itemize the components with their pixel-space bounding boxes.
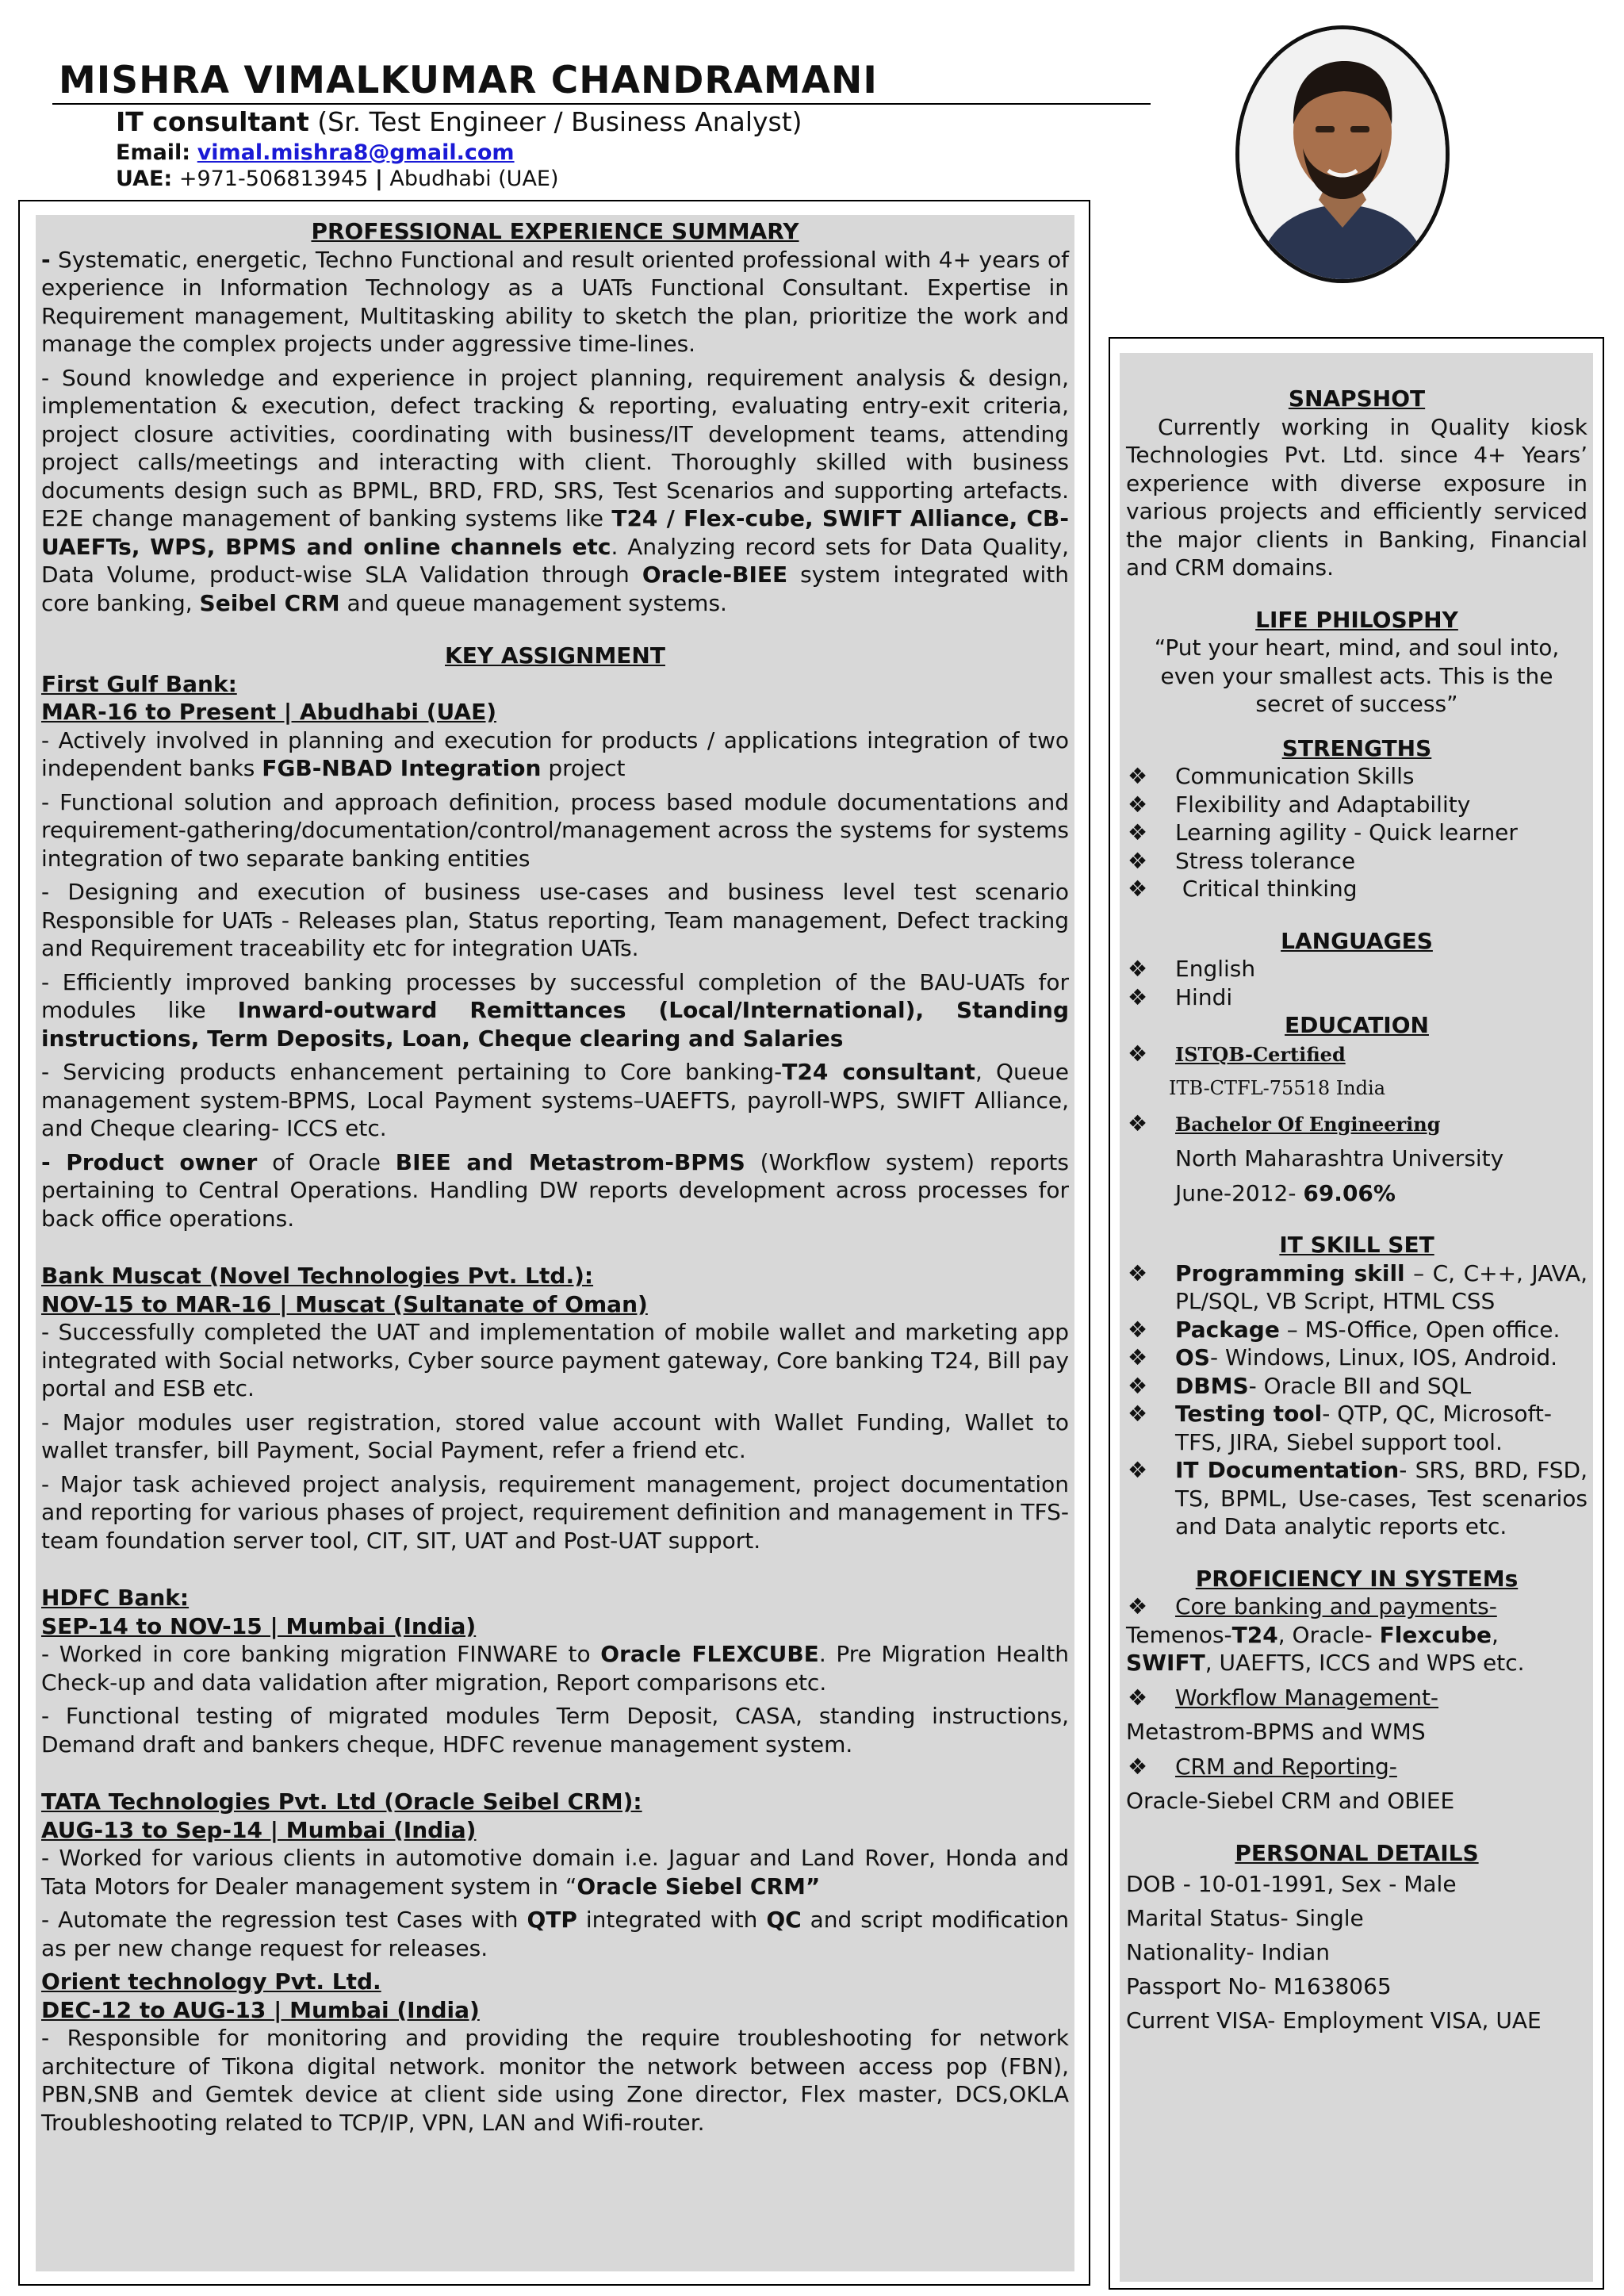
role-primary: IT consultant [116, 106, 309, 137]
fgb-text: project [541, 755, 626, 781]
diamond-bullet-icon: ❖ [1128, 819, 1148, 845]
diamond-bullet-icon: ❖ [1128, 876, 1148, 902]
diamond-bullet-icon: ❖ [1128, 1110, 1148, 1137]
proficiency-text: , Oracle- [1277, 1621, 1380, 1648]
skill-value: - Windows, Linux, IOS, Android. [1209, 1344, 1558, 1370]
diamond-bullet-icon: ❖ [1128, 983, 1148, 1010]
hdfc-highlight: Oracle FLEXCUBE [600, 1641, 819, 1667]
graduation [1126, 1179, 1588, 1208]
muscat-bullet-2: - Major modules user registration, stored value account with Wallet Funding, Wallet to wallet transfer, bill Payment, Social Payment, refer a friend etc. [41, 1409, 1069, 1463]
diamond-bullet-icon: ❖ [1128, 1344, 1148, 1370]
role-secondary: (Sr. Test Engineer / Business Analyst) [308, 106, 802, 137]
fgb-highlight: Inward-outward Remittances (Local/International), Standing instructions, Term Deposits, Loan, Cheque clearing and Salaries [41, 997, 1069, 1052]
list-item [1126, 762, 1588, 791]
skill-label: Testing tool [1175, 1401, 1323, 1427]
strength-label: Learning agility - Quick learner [1175, 819, 1518, 845]
graduation-date: June-2012- [1175, 1179, 1304, 1206]
fgb-bullet-2: - Functional solution and approach definition, process based module documentations and requirement-gathering/documentation/control/management across the systems for systems integration of two separate banking entities [41, 788, 1069, 872]
cert-name: ISTQB-Certified [1175, 1042, 1346, 1066]
list-item [1126, 791, 1588, 819]
language-label: Hindi [1175, 983, 1233, 1010]
fgb-text: - Actively involved in planning and execution for products / applications integration of two independent banks [41, 726, 1069, 781]
tata-text: integrated with [576, 1907, 767, 1933]
skills-heading: IT SKILL SET [1279, 1232, 1434, 1258]
company-fgb: First Gulf Bank: [41, 670, 237, 697]
hdfc-text: . Pre Migration Health Check-up and data validation after migration, Report comparisons etc. [41, 1641, 1069, 1696]
diamond-bullet-icon: ❖ [1128, 1457, 1148, 1483]
summary-systems: T24 / Flex-cube, SWIFT Alliance, CB-UAEFTs, WPS, BPMS and online channels etc [41, 505, 1069, 560]
passport-line: Passport No- M1638065 [1126, 1973, 1392, 1999]
company-orient: Orient technology Pvt. Ltd. [41, 1968, 381, 1995]
strength-label: Critical thinking [1175, 876, 1358, 902]
company-tata: TATA Technologies Pvt. Ltd (Oracle Seibel CRM): [41, 1788, 642, 1815]
candidate-name: MISHRA VIMALKUMAR CHANDRAMANI [59, 59, 878, 102]
location: Abudhabi (UAE) [389, 167, 559, 191]
tata-text: - Worked for various clients in automotive domain i.e. Jaguar and Land Rover, Honda and Tata Motors for Dealer management system in “ [41, 1845, 1069, 1899]
experience-column [41, 217, 1069, 2142]
nationality-line: Nationality- Indian [1126, 1939, 1330, 1965]
list-item [1126, 875, 1588, 903]
diamond-bullet-icon: ❖ [1128, 1684, 1148, 1711]
fgb-bullet-1 [41, 726, 1069, 783]
skill-value: – MS-Office, Open office. [1279, 1316, 1561, 1343]
tata-highlight: QC [766, 1907, 802, 1933]
education-heading: EDUCATION [1285, 1012, 1429, 1038]
list-item [1126, 1372, 1588, 1401]
fgb-bullet-6 [41, 1148, 1069, 1233]
summary-heading: PROFESSIONAL EXPERIENCE SUMMARY [311, 218, 799, 244]
education-degree [1126, 1110, 1588, 1139]
list-item [1126, 847, 1588, 876]
summary-text-2g: and queue management systems. [339, 589, 727, 616]
list-item [1126, 818, 1588, 847]
person-portrait-icon [1239, 29, 1446, 279]
period-orient: DEC-12 to AUG-13 | Mumbai (India) [41, 1996, 480, 2023]
proficiency-crm-value: Oracle-Siebel CRM and OBIEE [1126, 1788, 1455, 1814]
strengths-list [1126, 762, 1588, 903]
languages-heading: LANGUAGES [1281, 927, 1433, 954]
fgb-highlight: T24 consultant [782, 1059, 975, 1085]
sidebar-column [1126, 385, 1588, 2037]
visa-line: Current VISA- Employment VISA, UAE [1126, 2007, 1542, 2033]
hdfc-bullet-2: - Functional testing of migrated modules Term Deposit, CASA, standing instructions, Demand draft and bankers cheque, HDFC revenue management system. [41, 1703, 1069, 1757]
fgb-bullet-5 [41, 1058, 1069, 1143]
list-item [1126, 955, 1588, 983]
snapshot-heading: SNAPSHOT [1288, 385, 1426, 412]
diamond-bullet-icon: ❖ [1128, 1316, 1148, 1343]
key-assignment-heading: KEY ASSIGNMENT [445, 642, 665, 669]
snapshot-text: Currently working in Quality kiosk Technologies Pvt. Ltd. since 4+ Years’ experience with diverse exposure in various projects and efficiently serviced the major clients in Banking, Financial and CRM domains. [1126, 413, 1588, 581]
proficiency-label: Core banking and payments- [1175, 1593, 1497, 1619]
proficiency-heading: PROFICIENCY IN SYSTEMs [1195, 1565, 1519, 1592]
university: North Maharashtra University [1175, 1145, 1504, 1171]
fgb-bullet-4 [41, 968, 1069, 1053]
list-item [1126, 1259, 1588, 1316]
summary-text-2e: system integrated with core banking, [41, 562, 1070, 616]
fgb-highlight: - Product owner [41, 1148, 258, 1175]
fgb-text: (Workflow system) reports pertaining to Central Operations. Handling DW reports development across processes for back office operations. [41, 1148, 1069, 1232]
philosophy-quote: “Put your heart, mind, and soul into, even your smallest acts. This is the secret of success” [1154, 634, 1560, 717]
fgb-text: - Servicing products enhancement pertaining to Core banking- [41, 1059, 783, 1085]
phone-label: UAE: [116, 167, 173, 191]
summary-text-2a: - Sound knowledge and experience in project planning, requirement analysis & design, implementation & execution, defect tracking & reporting, evaluating entry-exit criteria, project closure activities, coordinating with business/IT development teams, attending project calls/meetings and interacting with client. Thoroughly skilled with business documents design such as BPML, BRD, FRD, SRS, Test Scenarios and supporting artefacts. E2E change management of banking systems like [41, 364, 1069, 531]
summary-crm: Seibel CRM [199, 589, 340, 616]
tata-bullet-1 [41, 1844, 1069, 1900]
cert-id: ITB-CTFL-75518 India [1169, 1077, 1386, 1099]
summary-text-2c: . Analyzing record sets for Data Quality, Data Volume, product-wise SLA Validation through [41, 533, 1069, 588]
fgb-highlight: FGB-NBAD Integration [262, 755, 542, 781]
orient-bullet-1: - Responsible for monitoring and providing the require troubleshooting for network architecture of Tikona digital network. monitor the network between access pop (FBN), PBN,SNB and Gemtek device at client side using Zone director, Flex master, DCS,OKLA Troubleshooting related to TCP/IP, VPN, LAN and Wifi-router. [41, 2025, 1069, 2136]
period-muscat: NOV-15 to MAR-16 | Muscat (Sultanate of Oman) [41, 1290, 648, 1317]
marital-line: Marital Status- Single [1126, 1905, 1364, 1931]
fgb-text: - Efficiently improved banking processes by successful completion of the BAU-UATs for modules like [41, 968, 1069, 1023]
name-underline-rule [52, 103, 1151, 105]
tata-text: and script modification as per new change request for releases. [41, 1907, 1069, 1961]
diamond-bullet-icon: ❖ [1128, 763, 1148, 789]
skill-value: - QTP, QC, Microsoft-TFS, JIRA, Siebel support tool. [1175, 1401, 1552, 1455]
hdfc-text: - Worked in core banking migration FINWARE to [41, 1641, 601, 1667]
skill-value: - SRS, BRD, FSD, TS, BPML, Use-cases, Test scenarios and Data analytic reports etc. [1175, 1457, 1588, 1539]
proficiency-core-value [1126, 1621, 1588, 1677]
summary-text-1: Systematic, energetic, Techno Functional and result oriented professional with 4+ years of experience in Information Technology as a UATs Functional Consultant. Expertise in Requirement management, Multitasking ability to sketch the plan, prioritize the work and manage the complex projects under aggressive time-lines. [41, 246, 1069, 357]
diamond-bullet-icon: ❖ [1128, 1040, 1148, 1067]
summary-dash: - [41, 246, 51, 273]
strength-label: Stress tolerance [1175, 847, 1356, 874]
proficiency-label: Workflow Management- [1175, 1684, 1439, 1711]
company-muscat: Bank Muscat (Novel Technologies Pvt. Ltd.): [41, 1263, 594, 1289]
tata-text: - Automate the regression test Cases with [41, 1907, 527, 1933]
muscat-bullet-3: - Major task achieved project analysis, requirement management, project documentation and reporting for various phases of project, requirement definition and management in TFS-team foundation server tool, CIT, SIT, UAT and Post-UAT support. [41, 1470, 1069, 1554]
period-tata: AUG-13 to Sep-14 | Mumbai (India) [41, 1816, 477, 1843]
strength-label: Communication Skills [1175, 763, 1415, 789]
diamond-bullet-icon: ❖ [1128, 847, 1148, 874]
skill-value: – C, C++, JAVA, PL/SQL, VB Script, HTML CSS [1175, 1259, 1588, 1314]
phone-number: +971-506813945 [178, 167, 369, 191]
summary-paragraph-1 [41, 246, 1069, 358]
graduation-score: 69.06% [1303, 1179, 1396, 1206]
diamond-bullet-icon: ❖ [1128, 1372, 1148, 1399]
proficiency-workflow-label [1126, 1684, 1588, 1712]
proficiency-core-label [1126, 1593, 1588, 1621]
fgb-highlight: BIEE and Metastrom-BPMS [395, 1148, 745, 1175]
proficiency-highlight: SWIFT [1126, 1650, 1205, 1676]
proficiency-highlight: T24 [1231, 1621, 1278, 1648]
period-fgb: MAR-16 to Present | Abudhabi (UAE) [41, 699, 496, 725]
proficiency-text: , [1492, 1621, 1499, 1648]
skill-label: DBMS [1175, 1372, 1249, 1399]
fgb-text: of Oracle [257, 1148, 396, 1175]
tata-highlight: Oracle Siebel CRM” [576, 1872, 821, 1899]
job-title [116, 106, 802, 137]
diamond-bullet-icon: ❖ [1128, 1259, 1148, 1286]
tata-bullet-2 [41, 1906, 1069, 1962]
muscat-bullet-1: - Successfully completed the UAT and implementation of mobile wallet and marketing app integrated with Social networks, Cyber source payment gateway, Core banking T24, Bill pay portal and ESB etc. [41, 1319, 1069, 1401]
diamond-bullet-icon: ❖ [1128, 1753, 1148, 1780]
languages-list [1126, 955, 1588, 1011]
proficiency-text: Temenos- [1126, 1621, 1232, 1648]
hdfc-bullet-1 [41, 1640, 1069, 1696]
profile-photo [1235, 25, 1450, 283]
philosophy-heading: LIFE PHILOSPHY [1255, 606, 1458, 633]
tata-highlight: QTP [527, 1907, 577, 1933]
summary-paragraph-2 [41, 364, 1069, 618]
proficiency-label: CRM and Reporting- [1175, 1753, 1397, 1780]
personal-heading: PERSONAL DETAILS [1235, 1839, 1479, 1866]
diamond-bullet-icon: ❖ [1128, 1593, 1148, 1619]
skill-label: Package [1175, 1316, 1280, 1343]
list-item [1126, 1400, 1588, 1456]
phone-separator: | [374, 167, 383, 191]
list-item [1126, 1456, 1588, 1541]
diamond-bullet-icon: ❖ [1128, 956, 1148, 982]
language-label: English [1175, 956, 1256, 982]
skill-value: - Oracle BII and SQL [1248, 1372, 1472, 1399]
summary-biee: Oracle-BIEE [642, 562, 788, 588]
dob-line: DOB - 10-01-1991, Sex - Male [1126, 1871, 1457, 1897]
diamond-bullet-icon: ❖ [1128, 1401, 1148, 1427]
period-hdfc: SEP-14 to NOV-15 | Mumbai (India) [41, 1612, 477, 1639]
list-item [1126, 1343, 1588, 1372]
proficiency-highlight: Flexcube [1379, 1621, 1492, 1648]
skill-label: OS [1175, 1344, 1210, 1370]
strength-label: Flexibility and Adaptability [1175, 791, 1471, 818]
email-link[interactable]: vimal.mishra8@gmail.com [197, 140, 515, 165]
email-label: Email: [116, 140, 191, 165]
degree-name: Bachelor Of Engineering [1175, 1112, 1441, 1136]
fgb-text: , Queue management system-BPMS, Local Payment systems–UAEFTS, payroll-WPS, SWIFT Alliance, and Cheque clearing- ICCS etc. [41, 1059, 1069, 1141]
proficiency-crm-label [1126, 1753, 1588, 1781]
proficiency-workflow-value: Metastrom-BPMS and WMS [1126, 1719, 1426, 1745]
phone-line [116, 167, 559, 191]
skill-label: IT Documentation [1175, 1457, 1400, 1483]
skills-list [1126, 1259, 1588, 1541]
fgb-bullet-3: - Designing and execution of business use-cases and business level test scenario Responsible for UATs - Releases plan, Status reporting, Team management, Defect tracking and Requirement traceability etc for integration UATs. [41, 879, 1069, 961]
education-cert [1126, 1040, 1588, 1069]
skill-label: Programming skill [1175, 1259, 1405, 1286]
email-line [116, 140, 515, 165]
diamond-bullet-icon: ❖ [1128, 791, 1148, 818]
company-hdfc: HDFC Bank: [41, 1585, 190, 1611]
strengths-heading: STRENGTHS [1281, 734, 1432, 761]
personal-details [1126, 1867, 1588, 2037]
list-item [1126, 1316, 1588, 1344]
proficiency-text: , UAEFTS, ICCS and WPS etc. [1205, 1650, 1525, 1676]
list-item [1126, 983, 1588, 1012]
